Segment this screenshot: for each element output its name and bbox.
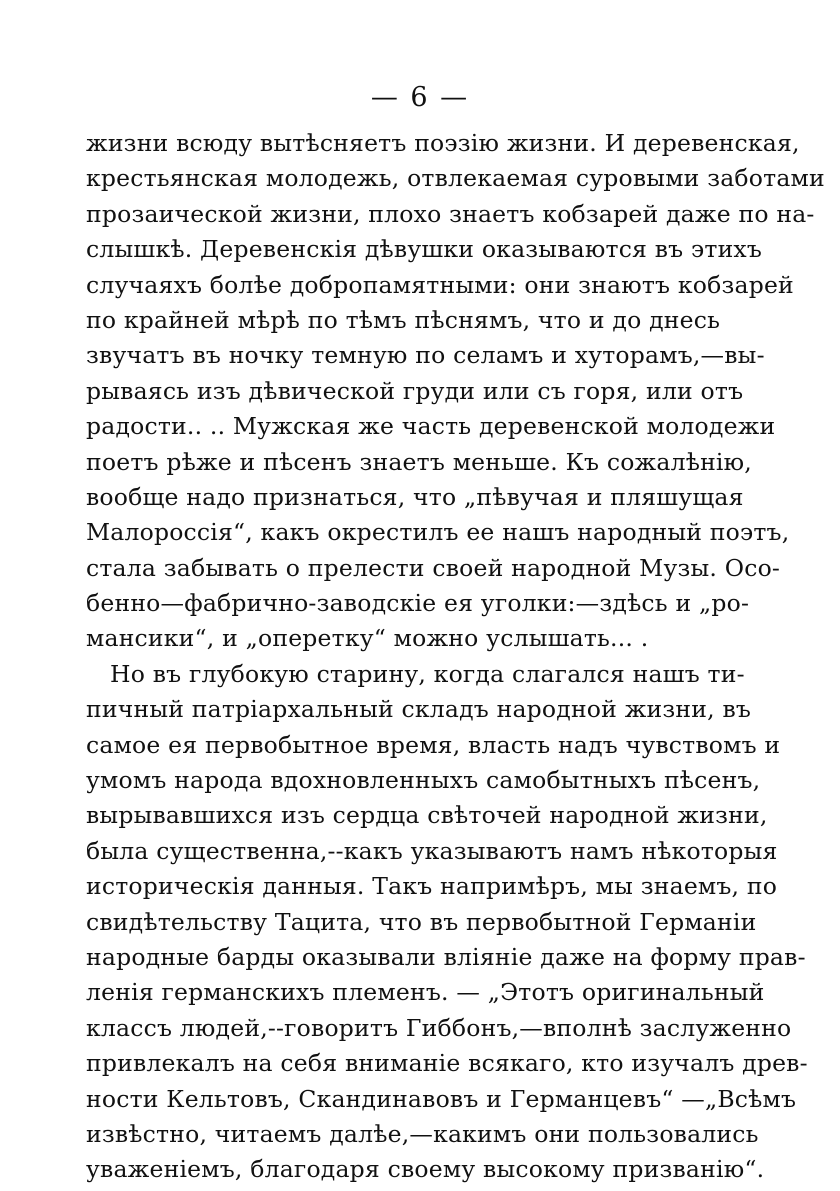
text-line: свидѣтельству Тацита, что въ первобытной Германіи: [86, 907, 757, 936]
text-line: жизни всюду вытѣсняетъ поэзію жизни. И деревенская,: [86, 129, 800, 157]
text-line: была существенна,--какъ указываютъ намъ нѣкоторыя: [86, 836, 778, 865]
page-number: — 6 —: [370, 82, 470, 113]
text-line: историческія данныя. Такъ напримѣръ, мы знаемъ, по: [86, 872, 778, 901]
text-line: вырывавшихся изъ сердца свѣточей народной жизни,: [86, 801, 768, 830]
text-line: по крайней мѣрѣ по тѣмъ пѣснямъ, что и до днесь: [86, 305, 721, 334]
text-line: радости.. .. Мужская же часть деревенской молодежи: [86, 412, 776, 441]
text-line: самое ея первобытное время, власть надъ чувствомъ и: [86, 730, 781, 759]
text-line: умомъ народа вдохновленныхъ самобытныхъ пѣсенъ,: [86, 766, 761, 795]
text-line: рываясь изъ дѣвической груди или съ горя, или отъ: [86, 376, 744, 405]
text-line: извѣстно, читаемъ далѣе,—какимъ они пользовались: [86, 1119, 759, 1148]
text-line: уваженіемъ, благодаря своему высокому призванію“.: [86, 1155, 765, 1184]
text-line: звучатъ въ ночку темную по селамъ и хуторамъ,—вы-: [86, 341, 765, 370]
text-line: слышкѣ. Деревенскія дѣвушки оказываются въ этихъ: [86, 235, 763, 264]
text-line: бенно—фабрично-заводскіе ея уголки:—здѣсь и „ро-: [86, 589, 750, 618]
text-line: народные барды оказывали вліяніе даже на форму прав-: [86, 942, 806, 971]
text-line: классъ людей,--говоритъ Гиббонъ,—вполнѣ заслуженно: [86, 1013, 792, 1042]
text-line: пичный патріархальный складъ народной жизни, въ: [86, 695, 752, 724]
text-line: прозаической жизни, плохо знаетъ кобзарей даже по на-: [86, 199, 815, 228]
paragraph: [86, 657, 808, 1188]
text-line: Малороссія“, какъ окрестилъ ее нашъ народный поэтъ,: [86, 518, 790, 547]
text-line: стала забывать о прелести своей народной Музы. Осо-: [86, 553, 781, 582]
text-body: [86, 126, 825, 1188]
text-line: Но въ глубокую старину, когда слагался нашъ ти-: [110, 659, 745, 688]
text-line: крестьянская молодежь, отвлекаемая суровыми заботами: [86, 164, 825, 193]
text-line: мансики“, и „оперетку“ можно услышать... .: [86, 624, 649, 653]
text-line: привлекалъ на себя вниманіе всякаго, кто изучалъ древ-: [86, 1049, 808, 1078]
text-line: ленія германскихъ племенъ. — „Этотъ оригинальный: [86, 978, 765, 1007]
text-line: ности Кельтовъ, Скандинавовъ и Германцевъ“ —„Всѣмъ: [86, 1084, 797, 1113]
text-line: случаяхъ болѣе добропамятными: они знаютъ кобзарей: [86, 270, 794, 299]
text-line: поетъ рѣже и пѣсенъ знаетъ меньше. Къ сожалѣнію,: [86, 447, 752, 476]
text-line: вообще надо признаться, что „пѣвучая и пляшущая: [86, 482, 744, 511]
paragraph: [86, 126, 825, 657]
